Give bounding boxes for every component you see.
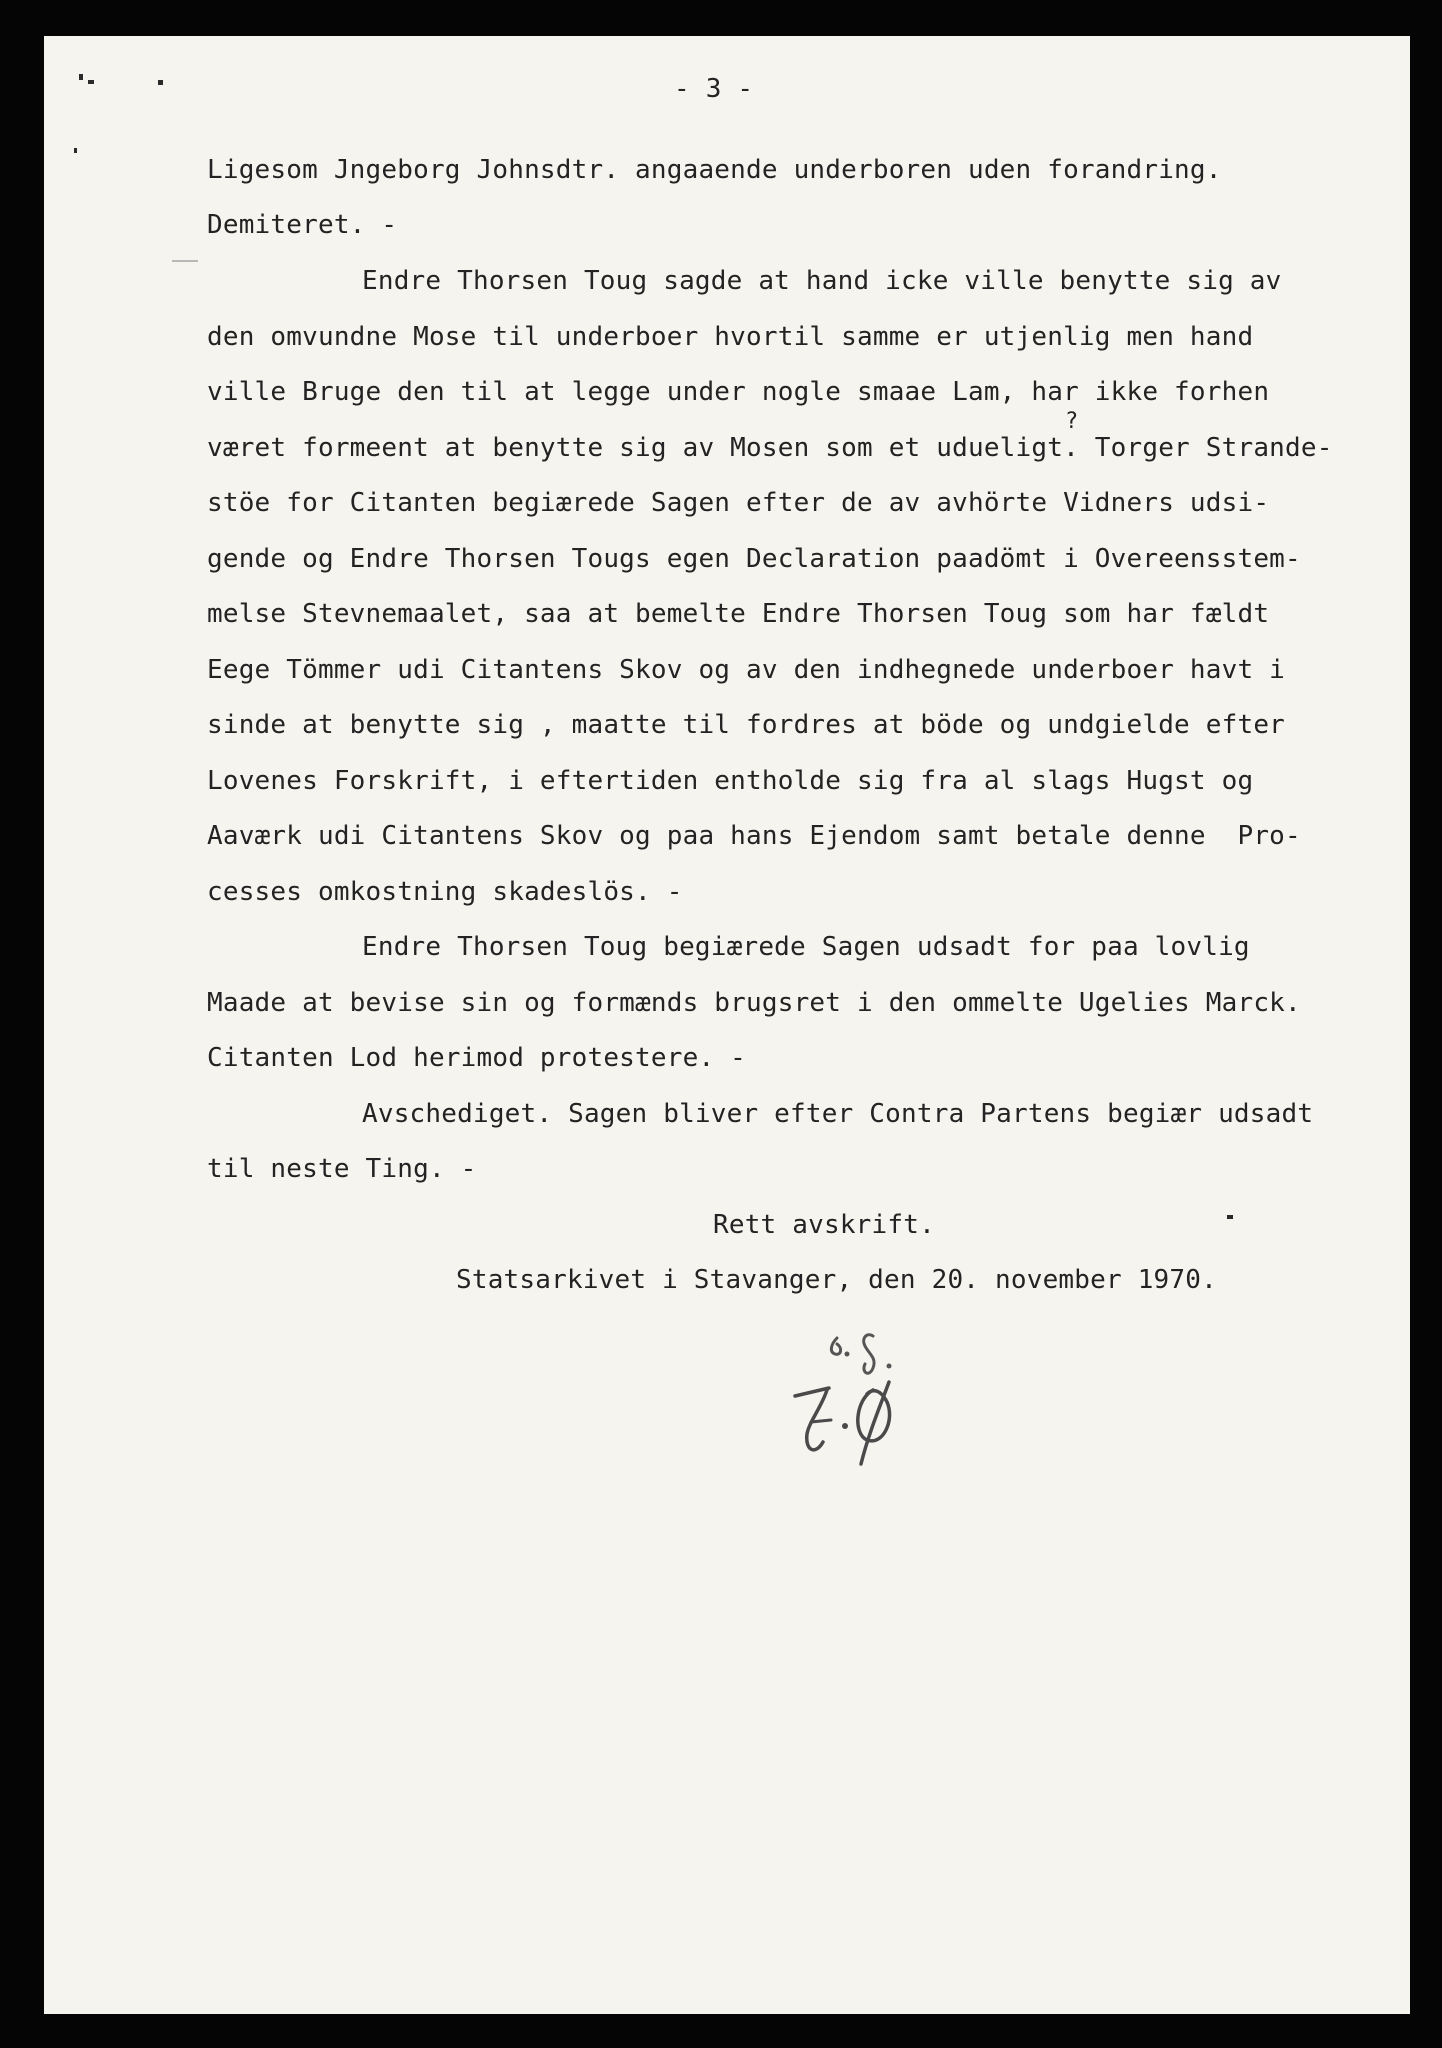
scan-speck (79, 74, 83, 80)
text-line: ville Bruge den til at legge under nogle smaae Lam, har ikke forhen (207, 377, 1270, 407)
text-line: Ligesom Jngeborg Johnsdtr. angaaende underboren uden forandring. (207, 155, 1222, 185)
text-line: den omvundne Mose til underboer hvortil samme er utjenlig men hand (207, 322, 1254, 352)
text-line: sinde at benytte sig , maatte til fordres at böde og undgielde efter (207, 710, 1286, 740)
text-line: cesses omkostning skadeslös. - (207, 877, 683, 907)
text-line: gende og Endre Thorsen Tougs egen Declaration paadömt i Overeensstem- (207, 544, 1301, 574)
handwritten-signature (749, 1324, 929, 1484)
text-line: Endre Thorsen Toug begiærede Sagen udsadt for paa lovlig (362, 932, 1250, 962)
text-line: Lovenes Forskrift, i eftertiden entholde sig fra al slags Hugst og (207, 766, 1254, 796)
text-line: melse Stevnemaalet, saa at bemelte Endre Thorsen Toug som har fældt (207, 599, 1270, 629)
document-page (44, 36, 1410, 2014)
text-line: Endre Thorsen Toug sagde at hand icke ville benytte sig av (362, 266, 1282, 296)
certification-text: Rett avskrift. (713, 1210, 935, 1240)
text-line: været formeent at benytte sig av Mosen som et udueligt. Torger Strande- (207, 433, 1333, 463)
page-number: - 3 - (674, 74, 754, 104)
archive-place-date: Statsarkivet i Stavanger, den 20. november 1970. (456, 1265, 1217, 1295)
text-line: Citanten Lod herimod protestere. - (207, 1043, 747, 1073)
scan-speck (88, 80, 94, 84)
text-line: Aaværk udi Citantens Skov og paa hans Ejendom samt betale denne Pro- (207, 821, 1301, 851)
scan-speck (1227, 1215, 1233, 1219)
scan-speck (74, 148, 77, 153)
text-line: Eege Tömmer udi Citantens Skov og av den indhegnede underboer havt i (207, 655, 1286, 685)
text-line: til neste Ting. - (207, 1154, 477, 1184)
text-line: Avschediget. Sagen bliver efter Contra Partens begiær udsadt (362, 1099, 1314, 1129)
scan-speck (172, 260, 198, 262)
text-line: stöe for Citanten begiærede Sagen efter de av avhörte Vidners udsi- (207, 488, 1270, 518)
scan-speck (158, 80, 163, 85)
text-line: Maade at bevise sin og formænds brugsret i den ommelte Ugelies Marck. (207, 988, 1301, 1018)
margin-note: ? (1065, 409, 1079, 434)
text-line: Demiteret. - (207, 210, 398, 240)
